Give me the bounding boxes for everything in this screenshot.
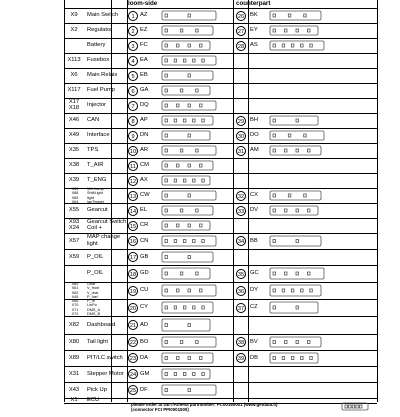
row-name: T_AIR bbox=[87, 162, 104, 169]
loom-code: DF bbox=[140, 386, 148, 393]
table-row bbox=[64, 113, 377, 129]
counterpart-number: 31 bbox=[236, 146, 246, 156]
row-x-code: X6 bbox=[70, 72, 78, 79]
counterpart-code: DY bbox=[250, 287, 259, 294]
counterpart-code: BH bbox=[250, 117, 259, 124]
loom-code: CR bbox=[140, 222, 149, 229]
loom-number: 13 bbox=[128, 191, 138, 201]
loom-code: AD bbox=[140, 321, 149, 328]
loom-code: BO bbox=[140, 338, 149, 345]
loom-number: 23 bbox=[128, 353, 138, 363]
loom-code: EL bbox=[140, 207, 148, 214]
row-x-code: X82 bbox=[68, 321, 80, 328]
row-x-code: X2 bbox=[70, 27, 78, 34]
row-x-code: X35 bbox=[68, 147, 80, 154]
table-row bbox=[64, 173, 377, 189]
row-x-code: X39 bbox=[68, 177, 80, 184]
table-row bbox=[64, 282, 377, 300]
row-x-code: X66 X70 X71 X72 bbox=[71, 299, 79, 316]
counterpart-number: 26 bbox=[236, 11, 246, 21]
row-name: Pick Up bbox=[87, 386, 107, 393]
table-row bbox=[64, 203, 377, 219]
row-name: Tail light bbox=[87, 338, 108, 345]
counterpart-code: GC bbox=[250, 270, 259, 277]
loom-code: GA bbox=[140, 87, 149, 94]
ecu-connector-note: (connector FCI PPI0001500) bbox=[131, 407, 189, 412]
loom-number: 1 bbox=[128, 11, 138, 21]
counterpart-number: 30 bbox=[236, 131, 246, 141]
counterpart-code: BB bbox=[250, 237, 258, 244]
row-name: Main Switch bbox=[87, 12, 119, 19]
loom-number: 5 bbox=[128, 71, 138, 81]
loom-number: 25 bbox=[128, 385, 138, 395]
counterpart-code: EY bbox=[250, 27, 258, 34]
table-row bbox=[64, 53, 377, 69]
loom-number: 15 bbox=[128, 221, 138, 231]
counterpart-code: DO bbox=[250, 132, 259, 139]
row-x-code: X17 X18 bbox=[68, 98, 80, 112]
row-name: Gearcut Switch Coil + bbox=[87, 218, 127, 232]
loom-code: AX bbox=[140, 177, 148, 184]
row-name: Fusebox bbox=[87, 57, 110, 64]
row-x-code: X80 bbox=[68, 338, 80, 345]
counterpart-number: 38 bbox=[236, 337, 246, 347]
table-row bbox=[64, 382, 377, 399]
loom-number: 17 bbox=[128, 252, 138, 262]
counterpart-number: 27 bbox=[236, 26, 246, 36]
table-row bbox=[64, 158, 377, 174]
table-row bbox=[64, 299, 377, 317]
counterpart-number: 35 bbox=[236, 269, 246, 279]
table-row bbox=[64, 98, 377, 114]
loom-number: 2 bbox=[128, 26, 138, 36]
row-x-code: X60 X61 X62 X45 bbox=[71, 282, 79, 299]
loom-code: GD bbox=[140, 270, 149, 277]
loom-code: CU bbox=[140, 287, 149, 294]
loom-code: GM bbox=[140, 370, 150, 377]
loom-code: DQ bbox=[140, 102, 149, 109]
row-name: P_fb LinPo DMS_A DMS_B bbox=[87, 299, 101, 316]
counterpart-code: CX bbox=[250, 192, 259, 199]
loom-code: AP bbox=[140, 117, 148, 124]
loom-code: EB bbox=[140, 72, 148, 79]
row-name: Interface bbox=[87, 132, 110, 139]
row-x-code: X31 bbox=[68, 370, 80, 377]
counterpart-code: AS bbox=[250, 42, 258, 49]
loom-code: AZ bbox=[140, 12, 148, 19]
row-x-code: X9 bbox=[70, 12, 78, 19]
row-name: T_ENG bbox=[87, 177, 107, 184]
loom-code: CY bbox=[140, 304, 149, 311]
row-name: Stepper Motor bbox=[87, 370, 124, 377]
row-x-code: X93 X24 bbox=[68, 218, 80, 232]
table-row bbox=[64, 38, 377, 54]
loom-code: CN bbox=[140, 237, 149, 244]
ecu-order-note: please order at GET/Athena partnumber: PC00150001 (www.getdata.it) bbox=[131, 402, 278, 407]
table-row bbox=[64, 143, 377, 159]
row-name: CAN bbox=[87, 117, 100, 124]
row-x-code: X113 bbox=[67, 57, 81, 64]
loom-code: DN bbox=[140, 132, 149, 139]
header-counterpart: counterpart bbox=[236, 0, 271, 7]
header-loom-side: loom-side bbox=[128, 0, 158, 7]
loom-number: 7 bbox=[128, 101, 138, 111]
row-name: MIL Lamp ShiftLight light lapTrigger bbox=[87, 187, 104, 204]
row-name: Battery bbox=[87, 42, 106, 49]
loom-code: EZ bbox=[140, 27, 148, 34]
row-name: P_OIL bbox=[87, 253, 104, 260]
row-x-code: X57 bbox=[68, 237, 80, 244]
loom-code: CM bbox=[140, 162, 150, 169]
loom-code: CW bbox=[140, 192, 150, 199]
loom-code: DA bbox=[140, 354, 149, 361]
counterpart-number: 29 bbox=[236, 116, 246, 126]
row-name: Regulator bbox=[87, 27, 113, 34]
row-x-code: X55 bbox=[68, 207, 80, 214]
table-row bbox=[64, 249, 377, 266]
row-name: Fuel Pump bbox=[87, 87, 116, 94]
row-x-code: X1 bbox=[70, 396, 78, 403]
table-row bbox=[64, 265, 377, 283]
counterpart-number: 36 bbox=[236, 286, 246, 296]
loom-number: 9 bbox=[128, 131, 138, 141]
loom-number: 12 bbox=[128, 176, 138, 186]
loom-number: 11 bbox=[128, 161, 138, 171]
counterpart-code: BK bbox=[250, 12, 258, 19]
loom-code: EA bbox=[140, 57, 148, 64]
row-x-code: X49 bbox=[68, 132, 80, 139]
counterpart-code: DB bbox=[250, 354, 259, 361]
counterpart-number: 37 bbox=[236, 303, 246, 313]
loom-number: 16 bbox=[128, 236, 138, 246]
row-name: Gearcut bbox=[87, 207, 108, 214]
loom-number: 6 bbox=[128, 86, 138, 96]
row-name: Injector bbox=[87, 102, 107, 109]
loom-code: GB bbox=[140, 253, 149, 260]
ecu-connector-icon bbox=[340, 399, 370, 417]
loom-number: 10 bbox=[128, 146, 138, 156]
row-x-code: X63 X88 X65 X64 bbox=[71, 187, 79, 204]
loom-number: 18 bbox=[128, 269, 138, 279]
row-name: PIT/LC switch bbox=[87, 354, 123, 361]
counterpart-number: 34 bbox=[236, 236, 246, 246]
table-row bbox=[64, 334, 377, 351]
table-column-rule bbox=[377, 0, 378, 402]
row-name: Gear V_front V_rear P_fuel bbox=[87, 282, 100, 299]
row-x-code: X43 bbox=[68, 386, 80, 393]
loom-code: FC bbox=[140, 42, 148, 49]
loom-number: 22 bbox=[128, 337, 138, 347]
row-x-code: X117 bbox=[67, 87, 81, 94]
row-name: TPS bbox=[87, 147, 99, 154]
loom-number: 8 bbox=[128, 116, 138, 126]
loom-number: 19 bbox=[128, 286, 138, 296]
counterpart-code: AM bbox=[250, 147, 259, 154]
counterpart-number: 39 bbox=[236, 353, 246, 363]
counterpart-number: 28 bbox=[236, 41, 246, 51]
loom-code: AR bbox=[140, 147, 149, 154]
row-name: MAP change light bbox=[87, 234, 121, 247]
row-name: Main Relais bbox=[87, 72, 118, 79]
row-name: P_OIL bbox=[87, 270, 104, 277]
table-row bbox=[64, 128, 377, 144]
loom-number: 4 bbox=[128, 56, 138, 66]
row-x-code: X46 bbox=[68, 117, 80, 124]
row-name: ECU bbox=[87, 396, 100, 403]
row-x-code: X38 bbox=[68, 162, 80, 169]
row-x-code: X89 bbox=[68, 354, 80, 361]
loom-number: 21 bbox=[128, 320, 138, 330]
counterpart-code: CZ bbox=[250, 304, 258, 311]
counterpart-number: 33 bbox=[236, 206, 246, 216]
loom-number: 20 bbox=[128, 303, 138, 313]
row-name: Dashboard bbox=[87, 321, 116, 328]
counterpart-code: DV bbox=[250, 207, 259, 214]
counterpart-code: BV bbox=[250, 338, 258, 345]
row-x-code: X59 bbox=[68, 253, 80, 260]
loom-number: 14 bbox=[128, 206, 138, 216]
table-row bbox=[64, 188, 377, 204]
counterpart-number: 32 bbox=[236, 191, 246, 201]
loom-number: 24 bbox=[128, 369, 138, 379]
loom-number: 3 bbox=[128, 41, 138, 51]
